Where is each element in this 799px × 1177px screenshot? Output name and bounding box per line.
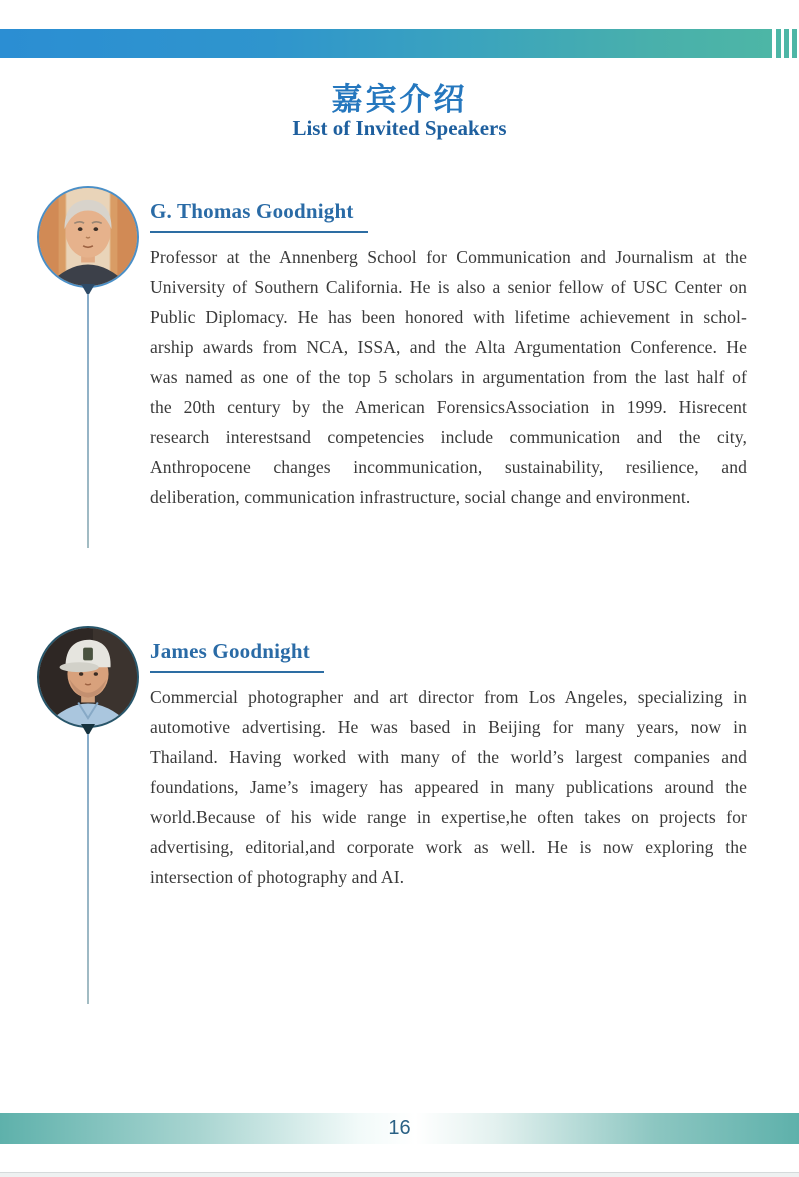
speaker-photo <box>37 186 139 288</box>
timeline-connector-line <box>87 734 89 1004</box>
bio-line: intersection of photography and AI. <box>150 867 405 887</box>
speaker-portrait-image <box>39 188 137 286</box>
speaker-bio <box>150 242 747 512</box>
timeline-connector-line <box>87 294 89 548</box>
page-number: 16 <box>388 1117 411 1139</box>
speaker-bio <box>150 682 747 892</box>
top-decorative-band <box>0 29 772 58</box>
bio-line: University of Southern California. He is also a senior fellow of USC Center on <box>150 277 747 297</box>
top-band-stripe <box>776 29 781 58</box>
page-title-chinese: 嘉宾介绍 <box>331 82 468 117</box>
page-bottom-edge <box>0 1172 799 1177</box>
bio-line: advertising, editorial,and corporate work as well. He is now exploring the <box>150 837 747 857</box>
top-band-stripe <box>792 29 797 58</box>
page-subtitle-english: List of Invited Speakers <box>292 116 507 140</box>
bio-line: automotive advertising. He was based in Beijing for many years, now in <box>150 717 747 737</box>
top-band-stripe <box>784 29 789 58</box>
speaker-photo <box>37 626 139 728</box>
bio-line: deliberation, communication infrastructure, social change and environment. <box>150 487 691 507</box>
speaker-name: James Goodnight <box>150 639 324 673</box>
bio-line: Thailand. Having worked with many of the world’s largest companies and <box>150 747 747 767</box>
bio-line: Anthropocene changes incommunication, sustainability, resilience, and <box>150 457 747 477</box>
bio-line: Commercial photographer and art director from Los Angeles, specializing in <box>150 687 747 707</box>
speaker-name: G. Thomas Goodnight <box>150 199 368 233</box>
bio-line: Public Diplomacy. He has been honored with lifetime achievement in schol- <box>150 307 747 327</box>
bio-line: was named as one of the top 5 scholars in argumentation from the last half of <box>150 367 747 387</box>
bio-line: world.Because of his wide range in expertise,he often takes on projects for <box>150 807 747 827</box>
bio-line: the 20th century by the American ForensicsAssociation in 1999. Hisrecent <box>150 397 747 417</box>
bio-line: Professor at the Annenberg School for Communication and Journalism at the <box>150 247 747 267</box>
bio-line: foundations, Jame’s imagery has appeared in many publications around the <box>150 777 747 797</box>
bio-line: research interestsand competencies include communication and the city, <box>150 427 747 447</box>
speaker-portrait-image <box>39 628 137 726</box>
bio-line: arship awards from NCA, ISSA, and the Alta Argumentation Conference. He <box>150 337 747 357</box>
